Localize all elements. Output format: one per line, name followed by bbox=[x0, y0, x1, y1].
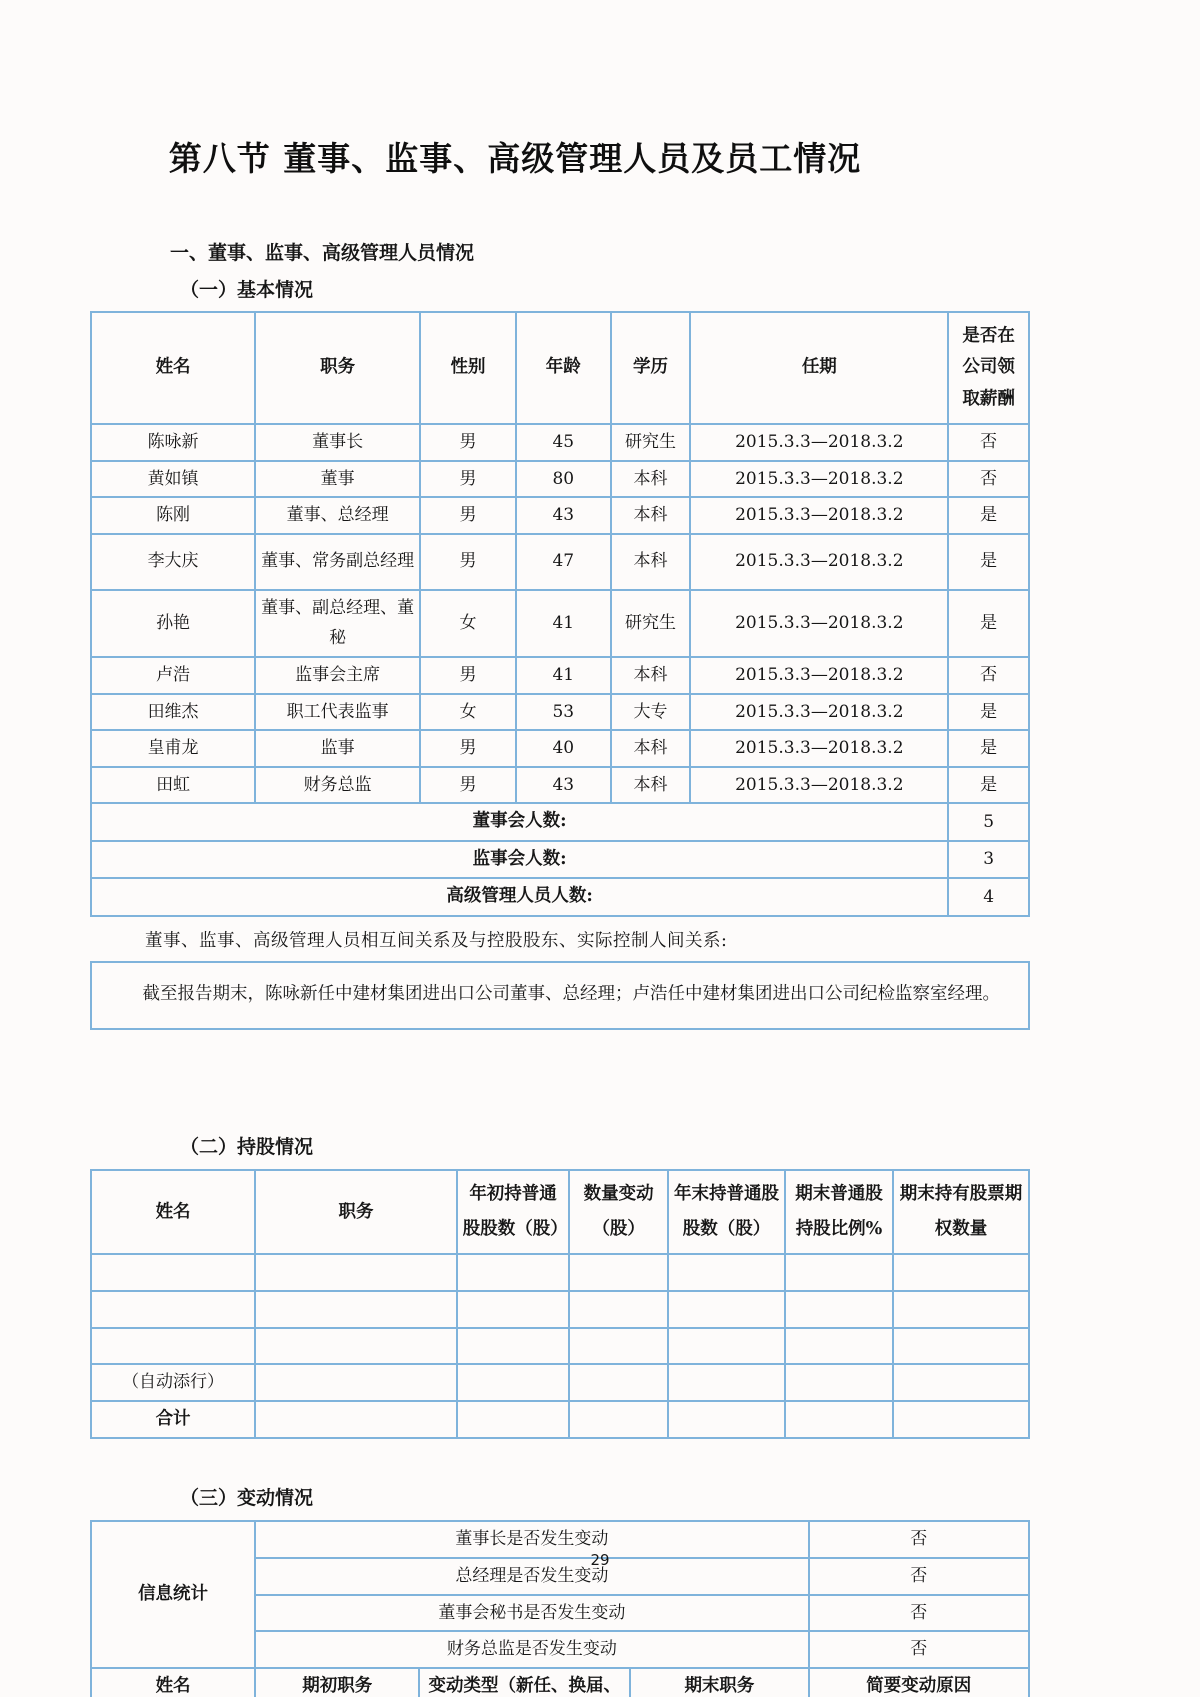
cell-education: 研究生 bbox=[611, 424, 691, 461]
cell-name: 陈咏新 bbox=[91, 424, 255, 461]
stats-question: 财务总监是否发生变动 bbox=[255, 1631, 808, 1668]
empty-cell bbox=[457, 1364, 570, 1401]
cell-name: 皇甫龙 bbox=[91, 730, 255, 767]
cell-gender: 男 bbox=[420, 461, 516, 498]
stats-label: 信息统计 bbox=[91, 1521, 255, 1667]
person-row bbox=[91, 534, 1029, 590]
basic-info-body bbox=[91, 424, 1029, 916]
cell-name: 田维杰 bbox=[91, 694, 255, 731]
column-header: 职务 bbox=[255, 1170, 457, 1254]
column-header: 姓名 bbox=[91, 1668, 255, 1697]
cell-paid: 是 bbox=[948, 767, 1029, 804]
cell-age: 41 bbox=[516, 590, 611, 657]
cell-gender: 女 bbox=[420, 694, 516, 731]
empty-cell bbox=[893, 1401, 1029, 1439]
column-header: 姓名 bbox=[91, 1170, 255, 1254]
auto-add-row bbox=[91, 1364, 1029, 1401]
column-header: 期末职务 bbox=[630, 1668, 808, 1697]
cell-age: 43 bbox=[516, 497, 611, 534]
person-row bbox=[91, 461, 1029, 498]
empty-cell bbox=[893, 1291, 1029, 1328]
cell-gender: 男 bbox=[420, 534, 516, 590]
empty-cell bbox=[457, 1254, 570, 1291]
shareholding-body bbox=[91, 1254, 1029, 1438]
cell-position: 职工代表监事 bbox=[255, 694, 420, 731]
column-header: 简要变动原因 bbox=[809, 1668, 1029, 1697]
empty-row bbox=[91, 1254, 1029, 1291]
cell-gender: 女 bbox=[420, 590, 516, 657]
cell-age: 45 bbox=[516, 424, 611, 461]
cell-education: 本科 bbox=[611, 767, 691, 804]
column-header: 变动类型（新任、换届、 bbox=[419, 1668, 630, 1697]
cell-education: 大专 bbox=[611, 694, 691, 731]
cell-education: 本科 bbox=[611, 534, 691, 590]
cell-paid: 是 bbox=[948, 730, 1029, 767]
cell-position: 董事、总经理 bbox=[255, 497, 420, 534]
cell-gender: 男 bbox=[420, 730, 516, 767]
person-row bbox=[91, 497, 1029, 534]
cell-gender: 男 bbox=[420, 657, 516, 694]
change-detail-header-row bbox=[91, 1668, 1029, 1697]
cell-age: 41 bbox=[516, 657, 611, 694]
empty-row bbox=[91, 1328, 1029, 1365]
empty-cell bbox=[569, 1401, 667, 1439]
page-title: 第八节 董事、监事、高级管理人员及员工情况 bbox=[168, 139, 862, 178]
empty-cell bbox=[91, 1291, 255, 1328]
cell-term: 2015.3.3—2018.3.2 bbox=[690, 534, 948, 590]
cell-paid: 否 bbox=[948, 657, 1029, 694]
stats-answer: 否 bbox=[809, 1558, 1029, 1595]
empty-cell bbox=[893, 1364, 1029, 1401]
changes-table bbox=[90, 1520, 1030, 1697]
cell-name: 孙艳 bbox=[91, 590, 255, 657]
cell-position: 董事、常务副总经理 bbox=[255, 534, 420, 590]
cell-gender: 男 bbox=[420, 767, 516, 804]
summary-row bbox=[91, 841, 1029, 879]
cell-term: 2015.3.3—2018.3.2 bbox=[690, 694, 948, 731]
cell-gender: 男 bbox=[420, 424, 516, 461]
cell-education: 研究生 bbox=[611, 590, 691, 657]
cell-name: 陈刚 bbox=[91, 497, 255, 534]
column-header: 学历 bbox=[611, 312, 691, 424]
cell-position: 财务总监 bbox=[255, 767, 420, 804]
cell-position: 董事 bbox=[255, 461, 420, 498]
auto-add-label: （自动添行） bbox=[91, 1364, 255, 1401]
stats-question: 董事长是否发生变动 bbox=[255, 1521, 808, 1558]
cell-age: 43 bbox=[516, 767, 611, 804]
summary-value: 5 bbox=[948, 803, 1029, 841]
person-row bbox=[91, 767, 1029, 804]
column-header: 期初职务 bbox=[255, 1668, 419, 1697]
person-row bbox=[91, 424, 1029, 461]
person-row bbox=[91, 657, 1029, 694]
column-header: 性别 bbox=[420, 312, 516, 424]
summary-label: 高级管理人员人数: bbox=[91, 878, 948, 916]
empty-row bbox=[91, 1291, 1029, 1328]
cell-gender: 男 bbox=[420, 497, 516, 534]
cell-paid: 否 bbox=[948, 424, 1029, 461]
column-header: 期末普通股持股比例% bbox=[785, 1170, 893, 1254]
total-row bbox=[91, 1401, 1029, 1439]
cell-name: 李大庆 bbox=[91, 534, 255, 590]
empty-cell bbox=[457, 1328, 570, 1365]
subsection-heading-changes: （三）变动情况 bbox=[180, 1487, 314, 1510]
column-header: 年龄 bbox=[516, 312, 611, 424]
cell-term: 2015.3.3—2018.3.2 bbox=[690, 424, 948, 461]
empty-cell bbox=[457, 1401, 570, 1439]
empty-cell bbox=[569, 1364, 667, 1401]
column-header: 数量变动（股） bbox=[569, 1170, 667, 1254]
cell-position: 监事会主席 bbox=[255, 657, 420, 694]
cell-education: 本科 bbox=[611, 497, 691, 534]
cell-term: 2015.3.3—2018.3.2 bbox=[690, 730, 948, 767]
cell-name: 田虹 bbox=[91, 767, 255, 804]
subsection-heading-basic-info: （一）基本情况 bbox=[180, 279, 314, 301]
stats-answer: 否 bbox=[809, 1631, 1029, 1668]
empty-cell bbox=[91, 1328, 255, 1365]
shareholding-header-row bbox=[91, 1170, 1029, 1254]
cell-term: 2015.3.3—2018.3.2 bbox=[690, 590, 948, 657]
cell-paid: 否 bbox=[948, 461, 1029, 498]
cell-education: 本科 bbox=[611, 461, 691, 498]
empty-cell bbox=[668, 1254, 785, 1291]
stats-question: 董事会秘书是否发生变动 bbox=[255, 1595, 808, 1632]
page-number: 29 bbox=[590, 1551, 610, 1569]
section-heading-directors: 一、董事、监事、高级管理人员情况 bbox=[170, 242, 475, 264]
cell-position: 董事、副总经理、董秘 bbox=[255, 590, 420, 657]
subsection-heading-shareholding: （二）持股情况 bbox=[180, 1136, 314, 1159]
cell-age: 53 bbox=[516, 694, 611, 731]
empty-cell bbox=[785, 1328, 893, 1365]
cell-education: 本科 bbox=[611, 657, 691, 694]
cell-paid: 是 bbox=[948, 694, 1029, 731]
cell-age: 80 bbox=[516, 461, 611, 498]
empty-cell bbox=[785, 1291, 893, 1328]
cell-name: 卢浩 bbox=[91, 657, 255, 694]
empty-cell bbox=[893, 1254, 1029, 1291]
empty-cell bbox=[785, 1254, 893, 1291]
empty-cell bbox=[668, 1291, 785, 1328]
empty-cell bbox=[255, 1364, 457, 1401]
relationship-note-box bbox=[90, 961, 1030, 1031]
basic-info-header-row bbox=[91, 312, 1029, 424]
column-header: 期末持有股票期权数量 bbox=[893, 1170, 1029, 1254]
person-row bbox=[91, 590, 1029, 657]
summary-row bbox=[91, 878, 1029, 916]
empty-cell bbox=[255, 1254, 457, 1291]
changes-body bbox=[91, 1521, 1029, 1697]
shareholding-table bbox=[90, 1169, 1030, 1439]
empty-cell bbox=[255, 1328, 457, 1365]
basic-info-table bbox=[90, 311, 1030, 917]
stats-answer: 否 bbox=[809, 1521, 1029, 1558]
stats-question: 总经理是否发生变动 bbox=[255, 1558, 808, 1595]
column-header: 是否在公司领取薪酬 bbox=[948, 312, 1029, 424]
total-label: 合计 bbox=[91, 1401, 255, 1439]
cell-age: 47 bbox=[516, 534, 611, 590]
empty-cell bbox=[255, 1291, 457, 1328]
empty-cell bbox=[569, 1254, 667, 1291]
column-header: 职务 bbox=[255, 312, 420, 424]
summary-row bbox=[91, 803, 1029, 841]
empty-cell bbox=[785, 1364, 893, 1401]
empty-cell bbox=[255, 1401, 457, 1439]
empty-cell bbox=[569, 1328, 667, 1365]
cell-position: 董事长 bbox=[255, 424, 420, 461]
cell-term: 2015.3.3—2018.3.2 bbox=[690, 497, 948, 534]
person-row bbox=[91, 694, 1029, 731]
summary-value: 3 bbox=[948, 841, 1029, 879]
relationship-note-text: 截至报告期末，陈咏新任中建材集团进出口公司董事、总经理；卢浩任中建材集团进出口公司纪检监察室经理。 bbox=[142, 983, 1000, 1004]
relationship-label: 董事、监事、高级管理人员相互间关系及与控股股东、实际控制人间关系: bbox=[145, 930, 728, 951]
cell-paid: 是 bbox=[948, 590, 1029, 657]
empty-cell bbox=[668, 1364, 785, 1401]
cell-education: 本科 bbox=[611, 730, 691, 767]
empty-cell bbox=[569, 1291, 667, 1328]
column-header: 姓名 bbox=[91, 312, 255, 424]
person-row bbox=[91, 730, 1029, 767]
cell-paid: 是 bbox=[948, 534, 1029, 590]
summary-label: 董事会人数: bbox=[91, 803, 948, 841]
column-header: 任期 bbox=[690, 312, 948, 424]
summary-label: 监事会人数: bbox=[91, 841, 948, 879]
empty-cell bbox=[785, 1401, 893, 1439]
empty-cell bbox=[457, 1291, 570, 1328]
summary-value: 4 bbox=[948, 878, 1029, 916]
cell-paid: 是 bbox=[948, 497, 1029, 534]
empty-cell bbox=[668, 1401, 785, 1439]
column-header: 年初持普通股股数（股） bbox=[457, 1170, 570, 1254]
stats-answer: 否 bbox=[809, 1595, 1029, 1632]
cell-position: 监事 bbox=[255, 730, 420, 767]
cell-name: 黄如镇 bbox=[91, 461, 255, 498]
cell-age: 40 bbox=[516, 730, 611, 767]
empty-cell bbox=[91, 1254, 255, 1291]
empty-cell bbox=[668, 1328, 785, 1365]
cell-term: 2015.3.3—2018.3.2 bbox=[690, 767, 948, 804]
column-header: 年末持普通股股数（股） bbox=[668, 1170, 785, 1254]
cell-term: 2015.3.3—2018.3.2 bbox=[690, 461, 948, 498]
empty-cell bbox=[893, 1328, 1029, 1365]
cell-term: 2015.3.3—2018.3.2 bbox=[690, 657, 948, 694]
